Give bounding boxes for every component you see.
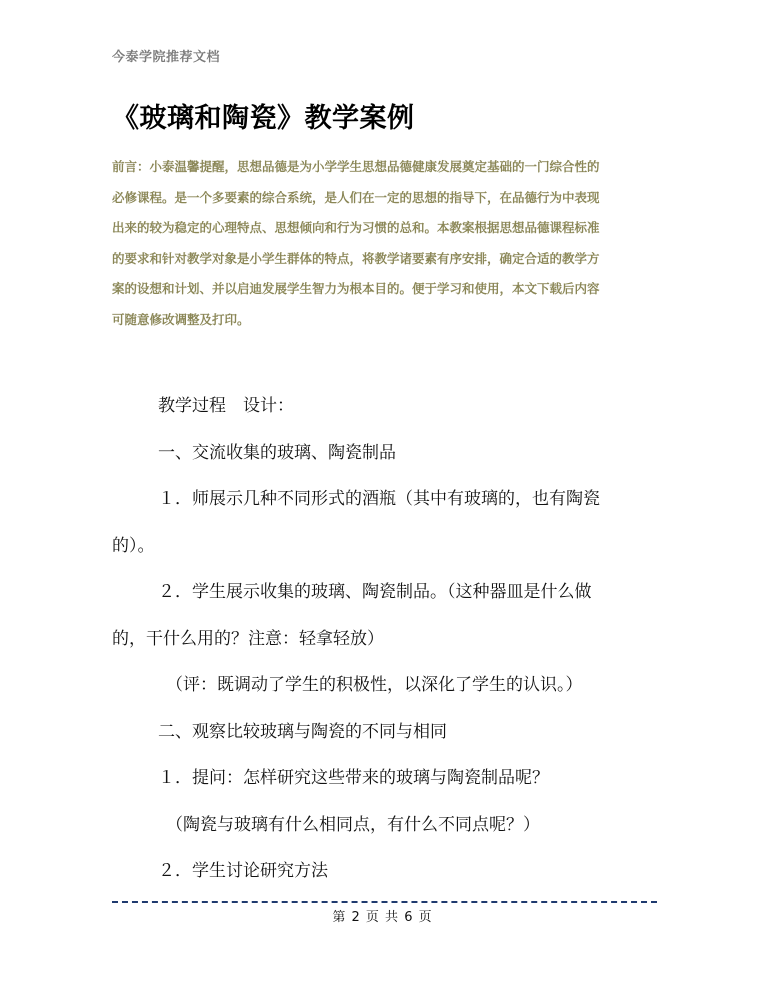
document-body (112, 383, 657, 895)
footer-divider (112, 901, 657, 903)
preface-line: 前言：小泰温馨提醒，思想品德是为小学学生思想品德健康发展奠定基础的一门综合性的 (112, 159, 600, 174)
section-heading: 教学过程 设计： (158, 396, 294, 416)
preface-line: 必修课程。是一个多要素的综合系统，是人们在一定的思想的指导下，在品德行为中表现 (112, 189, 600, 205)
preface (112, 152, 657, 335)
preface-line: 的要求和针对教学对象是小学生群体的特点，将教学诸要素有序安排，确定合适的教学方 (112, 250, 600, 266)
page-title: 《玻璃和陶瓷》教学案例 (112, 103, 415, 134)
paragraph-line: １．提问：怎样研究这些带来的玻璃与陶瓷制品呢？ (158, 768, 549, 788)
section-heading: 一、交流收集的玻璃、陶瓷制品 (158, 442, 396, 463)
page-number: 第 2 页 共 6 页 (332, 910, 433, 925)
paragraph-line: （陶瓷与玻璃有什么相同点，有什么不同点呢？） (166, 814, 540, 835)
header-label: 今泰学院推荐文档 (112, 50, 221, 65)
paragraph-line: ２．学生展示收集的玻璃、陶瓷制品。（这种器皿是什么做 (158, 582, 592, 602)
preface-line: 出来的较为稳定的心理特点、思想倾向和行为习惯的总和。本教案根据思想品德课程标准 (112, 220, 600, 235)
preface-line: 可随意修改调整及打印。 (112, 311, 250, 327)
paragraph-line: ２．学生讨论研究方法 (158, 861, 328, 881)
paragraph-line: １．师展示几种不同形式的酒瓶（其中有玻璃的，也有陶瓷 (158, 489, 600, 509)
preface-line: 案的设想和计划、并以启迪发展学生智力为根本目的。便于学习和使用，本文下载后内容 (112, 281, 600, 296)
paragraph-line: 的）。 (112, 535, 155, 556)
section-heading: 二、观察比较玻璃与陶瓷的不同与相同 (158, 721, 447, 742)
paragraph-line: 的，干什么用的？注意：轻拿轻放） (112, 628, 384, 649)
comment-line: （评：既调动了学生的积极性，以深化了学生的认识。） (166, 675, 583, 695)
